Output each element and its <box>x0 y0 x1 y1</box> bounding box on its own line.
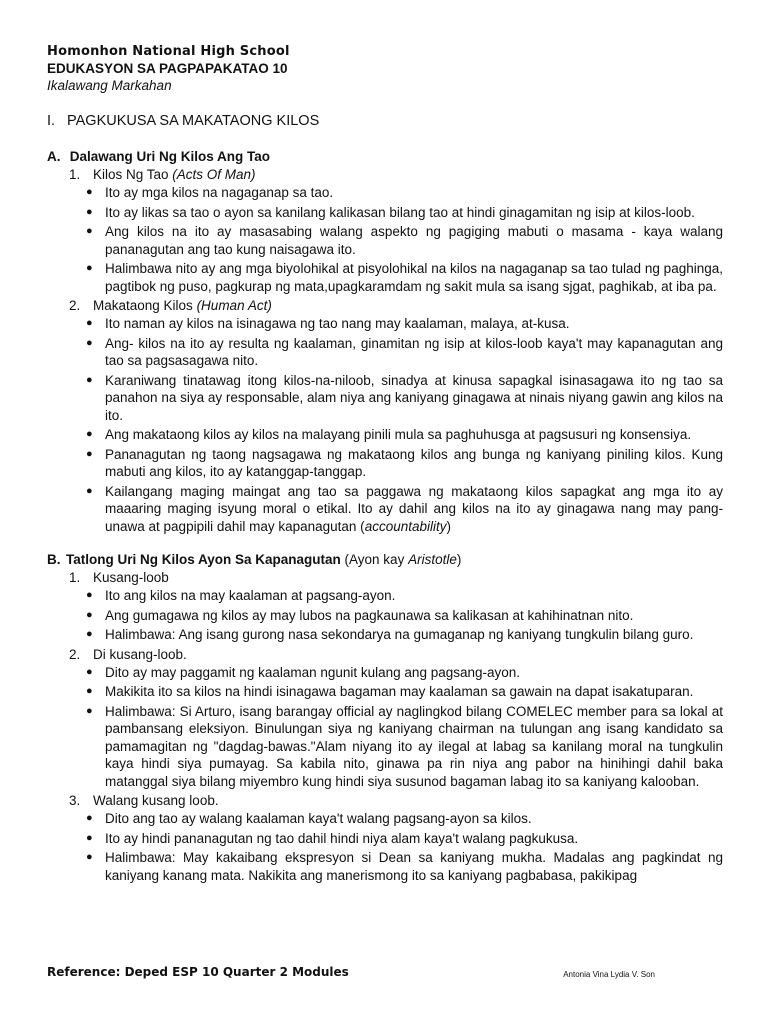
item-number: 2. <box>69 646 81 662</box>
bullet-icon: ● <box>86 704 93 717</box>
list-item <box>47 810 723 828</box>
list-item-text: Makikita ito sa kilos na hindi isinagawa bagaman may kaalaman sa gawain na dapat isakatuparan. <box>105 684 694 699</box>
bullet-icon: ● <box>86 831 93 844</box>
bullet-icon: ● <box>86 373 93 386</box>
list-item-text: ) <box>446 518 451 534</box>
item-label-italic: (Human Act) <box>196 298 272 313</box>
subsection-a-title: Dalawang Uri Ng Kilos Ang Tao <box>69 149 271 164</box>
bullet-icon: ● <box>86 812 93 824</box>
bullet-list-di-kusang-loob <box>47 664 723 791</box>
list-item <box>47 849 723 884</box>
bullet-icon: ● <box>86 317 93 329</box>
bullet-icon: ● <box>86 205 93 218</box>
section-title: PAGKUKUSA SA MAKATAONG KILOS <box>67 113 320 129</box>
list-item <box>47 587 723 605</box>
item-walang-kusang-loob <box>47 792 723 809</box>
bullet-icon: ● <box>86 484 93 497</box>
list-item-text: Halimbawa: May kakaibang ekspresyon si Dean sa kaniyang mukha. Madalas ang pagkindat ng kaniyang kanang mata. Nakikita ang manerismong ito sa kaniyang pagbabasa, pakikipag <box>105 850 723 883</box>
bullet-list-kilos-ng-tao <box>47 184 723 295</box>
item-di-kusang-loob <box>47 646 723 663</box>
item-number: 1. <box>69 167 81 182</box>
list-item <box>47 830 723 848</box>
subsection-b-title: Tatlong Uri Ng Kilos Ayon Sa Kapanagutan <box>66 552 341 567</box>
list-item <box>47 335 723 370</box>
list-item-text: Ang- kilos na ito ay resulta ng kaalaman, ginamitan ng isip at kilos-loob kaya't may kapanagutan ang tao sa pagsasagawa nito. <box>105 335 723 368</box>
item-label-italic: (Acts Of Man) <box>172 167 256 182</box>
list-item-text: Halimbawa: Ang isang gurong nasa sekondarya na gumaganap ng kaniyang tungkulin bilang guro. <box>105 627 694 642</box>
bullet-icon: ● <box>86 336 93 349</box>
bullet-icon: ● <box>86 428 93 440</box>
item-number: 3. <box>69 793 81 808</box>
list-item <box>47 372 723 425</box>
list-item-text: Ito ang kilos na may kaalaman at pagsang-ayon. <box>105 588 396 603</box>
subsection-a-heading <box>47 148 723 165</box>
reference-text: Reference: Deped ESP 10 Quarter 2 Modules <box>47 965 349 979</box>
bullet-icon: ● <box>86 225 93 237</box>
list-item <box>47 184 723 202</box>
bullet-icon: ● <box>86 628 93 640</box>
list-item <box>47 260 723 295</box>
list-item <box>47 626 723 644</box>
list-item-text: Halimbawa: Si Arturo, isang barangay official ay naglingkod bilang COMELEC member para sa lokal at pambansang eleksiyon. Binulungan siya ng kaniyang chairman na tulungan ang isang kandidato sa pamamagitan ng "dagdag-bawas."Alam niyang ito ay ilegal at labag sa kanilang moral na tungkulin kaya hindi siya pumayag. Sa kabila nito, ginawa pa rin niya ang pabor na hinihingi dahil baka matanggal siya bilang miyembro kung hindi siya susunod bagaman labag ito sa kaniyang kalooban. <box>105 703 723 789</box>
list-item-text: Ito naman ay kilos na isinagawa ng tao nang may kaalaman, malaya, at-kusa. <box>105 316 570 331</box>
item-label: Kilos Ng Tao <box>93 167 173 182</box>
author-name: Antonia Vina Lydia V. Son <box>563 970 655 979</box>
list-item <box>47 223 723 258</box>
bullet-icon: ● <box>86 447 93 460</box>
list-item <box>47 607 723 625</box>
item-kusang-loob <box>47 569 723 586</box>
subsection-b-paren: (Ayon kay <box>340 552 409 567</box>
bullet-icon: ● <box>86 685 93 697</box>
list-item-text: Ang kilos na ito ay masasabing walang aspekto ng pagiging mabuti o masama - kaya walang pananagutan ang tao kung naisagawa ito. <box>105 224 723 257</box>
list-item-text: Dito ang tao ay walang kaalaman kaya't walang pagsang-ayon sa kilos. <box>105 811 532 826</box>
subsection-b-paren: ) <box>456 552 462 567</box>
section-number: I. <box>47 113 56 129</box>
list-item-text: Kailangang maging maingat ang tao sa paggawa ng makataong kilos sapagkat ang mga ito ay maaaring maging isyung moral o etikal. Ito ay dahil ang kilos na ito ay ginagawa nang may pang-unawa at pagpipili dahil may kapanagutan ( <box>105 483 723 534</box>
list-item-text: Ang makataong kilos ay kilos na malayang pinili mula sa paghuhusga at pagsusuri ng konsensiya. <box>105 427 692 442</box>
bullet-icon: ● <box>86 589 93 601</box>
list-item <box>47 446 723 481</box>
section-heading <box>47 112 723 130</box>
bullet-list-kusang-loob <box>47 587 723 644</box>
item-label: Di kusang-loob. <box>93 646 187 662</box>
list-item-text: Karaniwang tinatawag itong kilos-na-niloob, sinadya at kinusa sapagkal isinasagawa ito ng tao sa panahon na siya ay responsable, alam niya ang kaniyang ginagawa at ninais niyang gawin ang kilos na ito. <box>105 372 723 423</box>
list-item <box>47 683 723 701</box>
list-item <box>47 204 723 222</box>
list-item <box>47 703 723 791</box>
list-item-text: Halimbawa nito ay ang mga biyolohikal at pisyolohikal na kilos na nagaganap sa tao tulad ng paghinga, pagtibok ng puso, pagkurap ng mata,upagkaramdam ng sakit mula sa isang sjgat, paghikab, at iba pa. <box>105 261 723 294</box>
bullet-list-makataong-kilos <box>47 315 723 535</box>
bullet-icon: ● <box>86 186 93 198</box>
list-item-text: Ito ay mga kilos na nagaganap sa tao. <box>105 185 334 200</box>
list-item-text: Dito ay may paggamit ng kaalaman ngunit kulang ang pagsang-ayon. <box>105 664 521 680</box>
list-item-text: Ang gumagawa ng kilos ay may lubos na pagkaunawa sa kalikasan at kahihinatnan nito. <box>105 607 634 623</box>
item-label: Kusang-loob <box>93 570 169 585</box>
school-name: Homonhon National High School <box>47 44 290 59</box>
bullet-icon: ● <box>86 262 93 274</box>
list-item-text: Pananagutan ng taong nagsagawa ng makataong kilos ang bunga ng kaniyang piniling kilos. Kung mabuti ang kilos, ito ay katanggap-tanggap. <box>105 446 723 479</box>
list-item-text: Ito ay hindi pananagutan ng tao dahil hindi niya alam kaya't walang pagkukusa. <box>105 830 579 846</box>
item-number: 1. <box>69 570 81 585</box>
document-page <box>47 44 723 886</box>
subject-title: EDUKASYON SA PAGPAPAKATAO 10 <box>47 61 288 76</box>
item-label: Walang kusang loob. <box>93 793 219 808</box>
item-kilos-ng-tao <box>47 166 723 183</box>
list-item <box>47 664 723 682</box>
bullet-icon: ● <box>86 851 93 863</box>
bullet-icon: ● <box>86 608 93 621</box>
list-item <box>47 483 723 536</box>
list-item <box>47 315 723 333</box>
item-makataong-kilos <box>47 297 723 314</box>
list-item-italic: accountability <box>364 518 447 534</box>
list-item-text: Ito ay likas sa tao o ayon sa kanilang kalikasan bilang tao at hindi ginagamitan ng isip at kilos-loob. <box>105 204 695 220</box>
bullet-icon: ● <box>86 665 93 678</box>
subsection-b-paren-italic: Aristotle <box>408 552 457 567</box>
item-number: 2. <box>69 298 81 313</box>
list-item <box>47 426 723 444</box>
bullet-list-walang-kusang-loob <box>47 810 723 884</box>
item-label: Makataong Kilos <box>93 298 197 313</box>
subsection-b-heading <box>47 551 723 568</box>
quarter-label: Ikalawang Markahan <box>47 78 172 93</box>
subsection-b-letter: B. <box>47 552 61 567</box>
subsection-a-letter: A. <box>47 149 61 164</box>
